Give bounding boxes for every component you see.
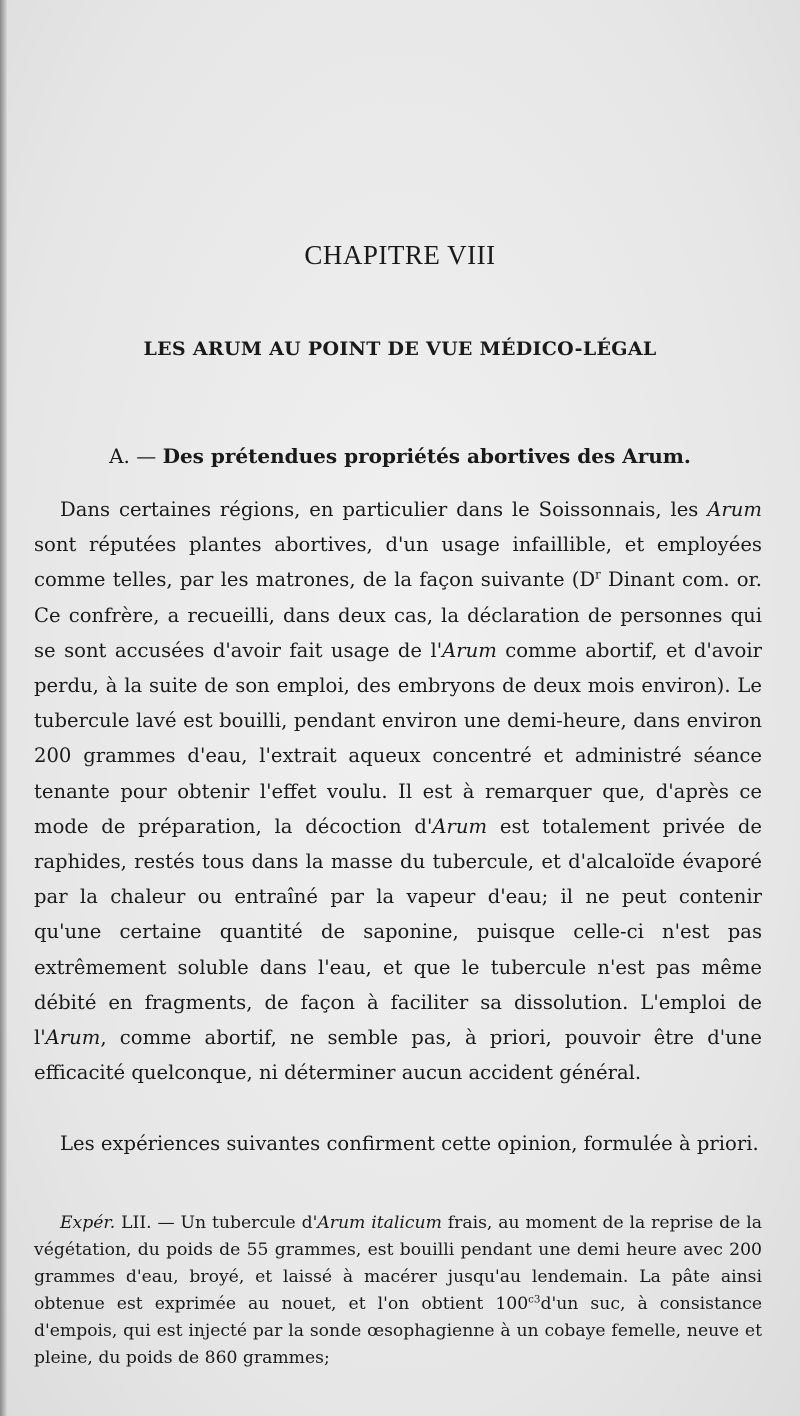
text-run: LII. — Un tubercule d' [115,1213,318,1233]
text-run: sont réputées plantes abortives, d'un usage infaillible, et employées comme telles, par les matrones, de la façon suivante (D [34,533,762,592]
text-run: Dinant com. or. Ce confrère, a recueilli, dans deux cas, la déclaration de personnes qui se sont accusées d'avoir fait usage de l' [34,568,762,662]
italic-term: Expér. [60,1213,116,1233]
superscript: r [595,567,601,582]
text-run: comme abortif, et d'avoir perdu, à la suite de son emploi, des embryons de deux mois environ). Le tubercule lavé est bouilli, pendant environ une demi-heure, dans environ 200 grammes d'eau, l'extrait aqueux concentré et administré séance tenante pour obtenir l'effet voulu. Il est à remarquer que, d'après ce mode de préparation, la décoction d' [34,638,762,838]
italic-term: Arum italicum [317,1213,442,1233]
italic-term: Arum [707,498,762,521]
paragraph-2: Les expériences suivantes confirment cette opinion, formulée à priori. [60,1132,759,1155]
experiment-paragraph [34,1210,762,1372]
italic-term: Arum [432,814,488,838]
italic-term: Arum [442,638,497,662]
text-run: d'un suc, à consistance d'empois, qui est injecté par la sonde œsophagienne à un cobaye femelle, neuve et pleine, du poids de 860 grammes; [34,1294,762,1368]
italic-term: Arum [45,1026,101,1050]
text-run: frais, au moment de la reprise de la végétation, du poids de 55 grammes, est bouilli pendant une demi heure avec 200 grammes d'eau, broyé, et laissé à macérer jusqu'au lendemain. La pâte ainsi obtenue est exprimée au nouet, et l'on obtient 100 [34,1213,762,1314]
text-run: , comme abortif, ne semble pas, à priori, pouvoir être d'une efficacité quelconque, ni déterminer aucun accident général. [34,1026,762,1085]
section-title: Des prétendues propriétés abortives des Arum. [162,444,691,468]
page-edge-shadow [0,0,7,1416]
paragraph-1 [34,492,762,1090]
section-label: A. — [109,444,163,468]
chapter-heading: CHAPITRE VIII [304,240,496,270]
chapter-title: LES ARUM AU POINT DE VUE MÉDICO-LÉGAL [143,338,657,360]
superscript: c3 [528,1293,541,1306]
text-run: est totalement privée de raphides, restés tous dans la masse du tubercule, et d'alcaloïde évaporé par la chaleur ou entraîné par la vapeur d'eau; il ne peut contenir qu'une certaine quantité de saponine, puisque celle-ci n'est pas extrêmement soluble dans l'eau, et que le tubercule n'est pas même débité en fragments, de façon à faciliter sa dissolution. L'emploi de l' [34,814,762,1050]
text-run: Dans certaines régions, en particulier dans le Soissonnais, les [60,498,708,521]
section-heading [0,444,800,468]
